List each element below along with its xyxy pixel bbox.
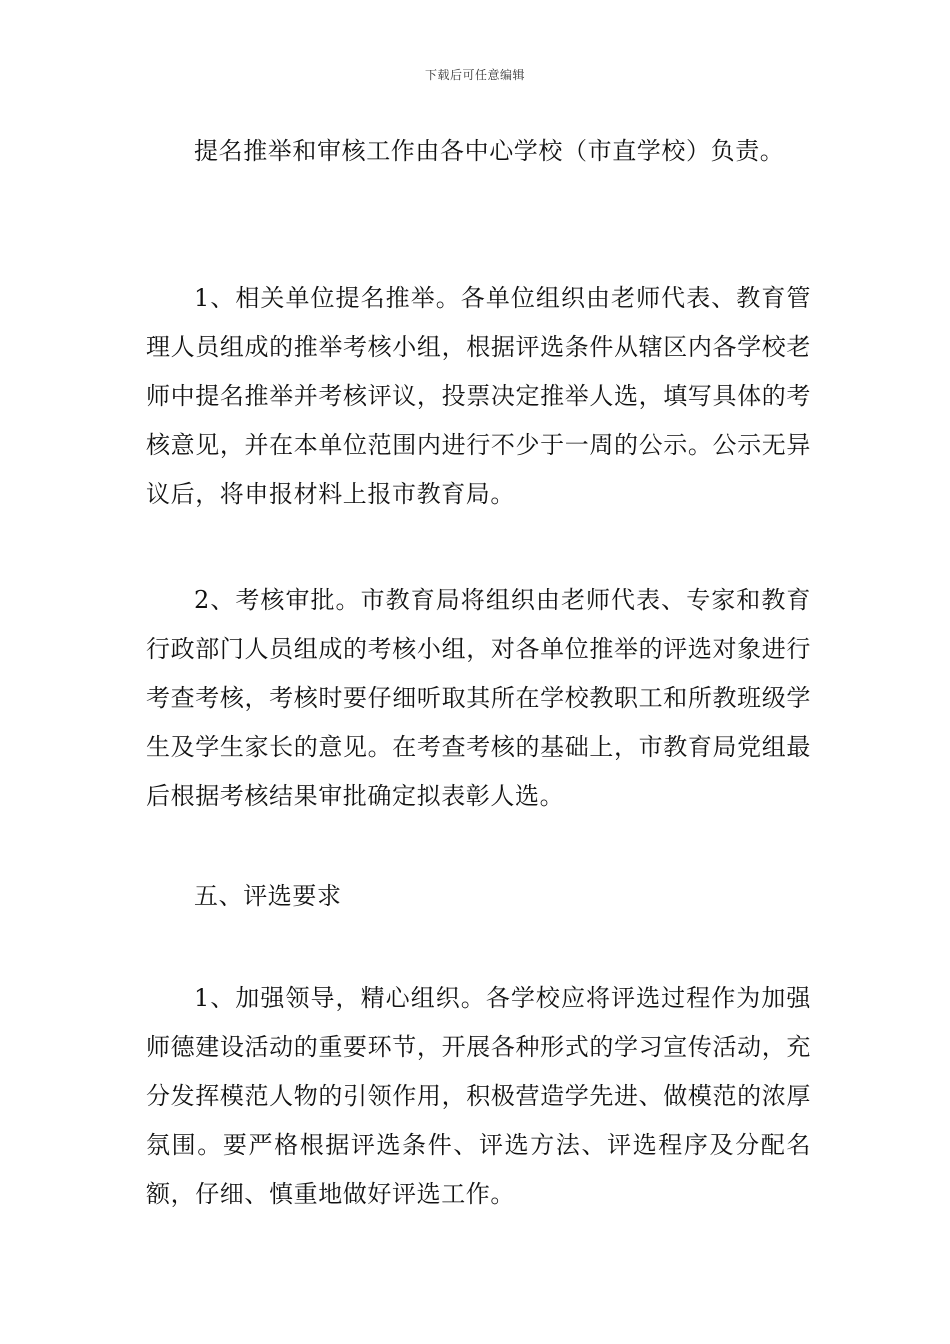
requirement1-paragraph: 1、加强领导，精心组织。各学校应将评选过程作为加强师德建设活动的重要环节，开展各种形式的学习宣传活动，充分发挥模范人物的引领作用，积极营造学先进、做模范的浓厚氛围。要严格根据评选条件、评选方法、评选程序及分配名额，仔细、慎重地做好评选工作。 [146,984,811,1208]
header-note: 下载后可任意编辑 [424,68,525,82]
intro-paragraph: 提名推举和审核工作由各中心学校（市直学校）负责。 [194,137,785,165]
item1-paragraph: 1、相关单位提名推举。各单位组织由老师代表、教育管理人员组成的推举考核小组，根据评选条件从辖区内各学校老师中提名推举并考核评议，投票决定推举人选，填写具体的考核意见，并在本单位范围内进行不少于一周的公示。公示无异议后，将申报材料上报市教育局。 [146,284,811,508]
item2-paragraph: 2、考核审批。市教育局将组织由老师代表、专家和教育行政部门人员组成的考核小组，对各单位推举的评选对象进行考查考核，考核时要仔细听取其所在学校教职工和所教班级学生及学生家长的意见。在考查考核的基础上，市教育局党组最后根据考核结果审批确定拟表彰人选。 [146,586,811,810]
section-heading: 五、评选要求 [194,882,342,910]
